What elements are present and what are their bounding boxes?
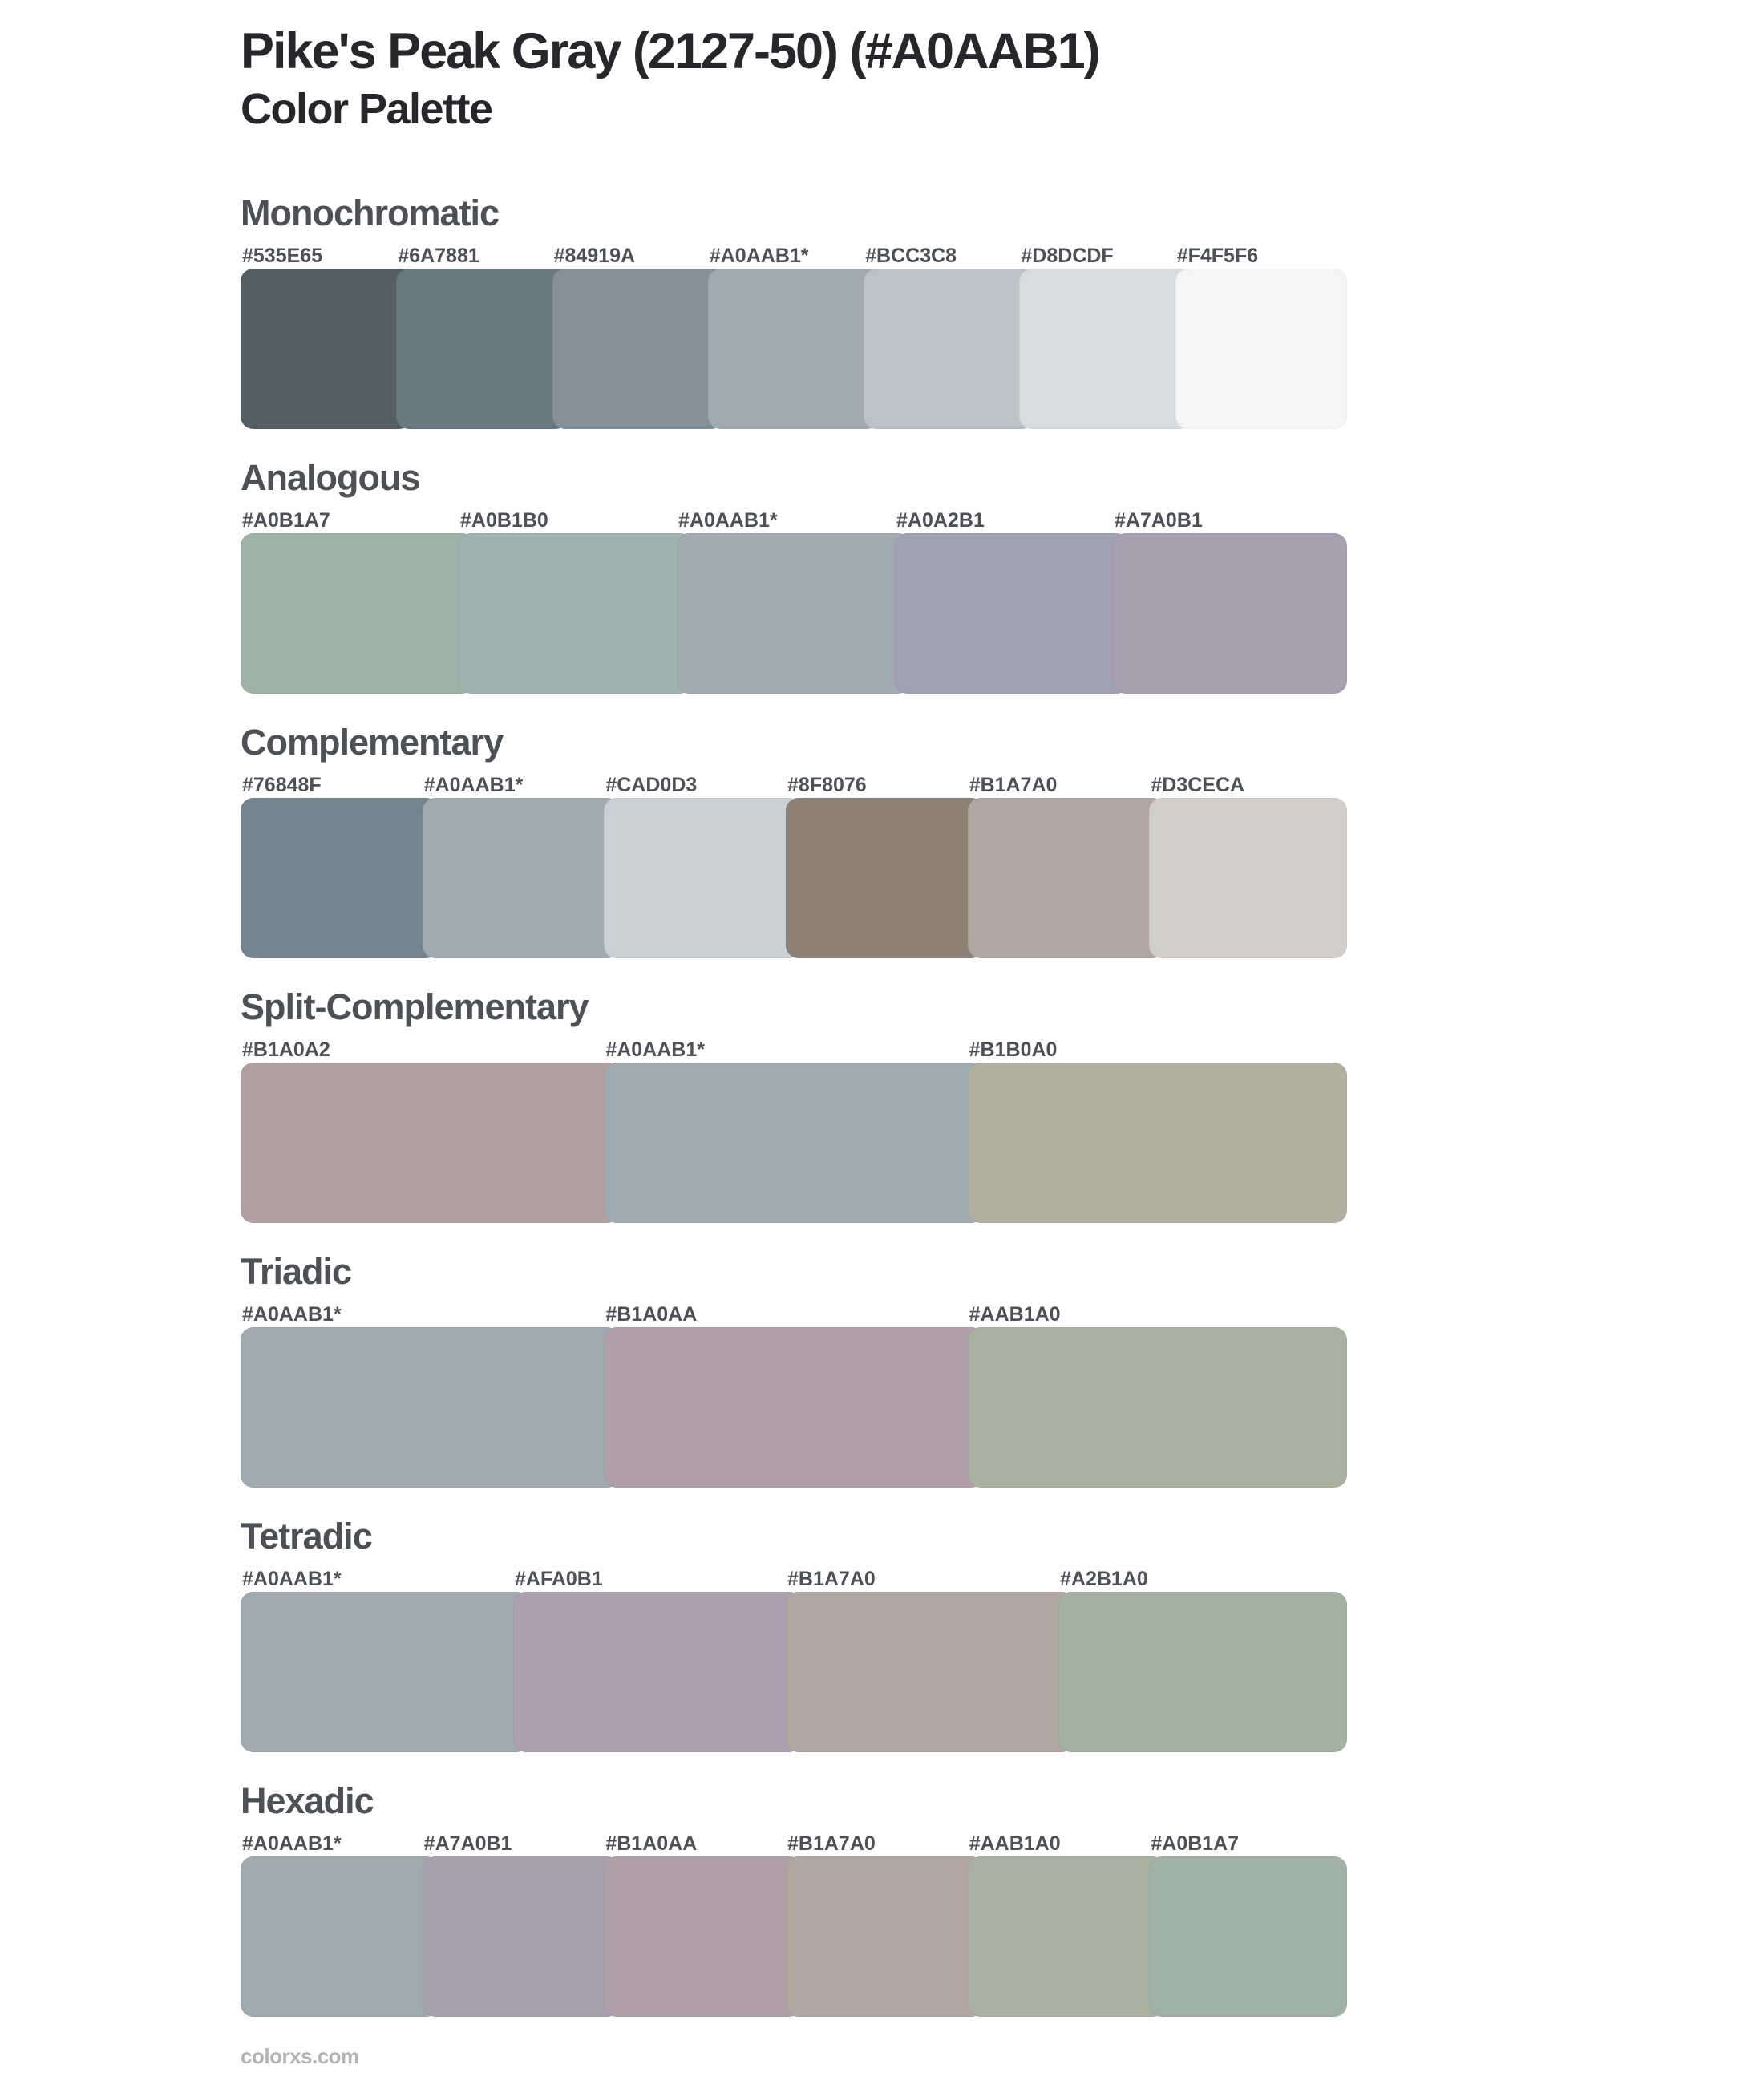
- swatch-hex-label: #AFA0B1: [515, 1568, 603, 1590]
- color-swatch[interactable]: [241, 1063, 620, 1223]
- swatch-hex-label: #A0AAB1*: [605, 1038, 705, 1061]
- swatch-hex-label: #B1A7A0: [787, 1832, 876, 1855]
- swatch-hex-label: #A7A0B1: [1115, 509, 1203, 532]
- swatch-cell: [604, 1038, 983, 1223]
- swatch-hex-label: #8F8076: [787, 774, 867, 796]
- swatch-cell: [968, 1038, 1347, 1223]
- palette-section-split-complementary: [241, 986, 1347, 1223]
- swatch-hex-label: #A0AAB1*: [678, 509, 778, 532]
- swatch-row: [241, 1832, 1347, 2017]
- section-heading: Triadic: [241, 1251, 352, 1292]
- swatch-cell: [241, 1832, 439, 2017]
- swatch-cell: [968, 774, 1166, 958]
- color-swatch[interactable]: [513, 1592, 802, 1752]
- color-swatch[interactable]: [786, 1592, 1074, 1752]
- swatch-cell: [1058, 1568, 1347, 1752]
- swatch-hex-label: #B1A7A0: [969, 774, 1058, 796]
- swatch-hex-label: #CAD0D3: [605, 774, 698, 796]
- swatch-hex-label: #76848F: [242, 774, 322, 796]
- color-swatch[interactable]: [968, 798, 1166, 958]
- section-heading: Hexadic: [241, 1780, 374, 1821]
- color-swatch[interactable]: [423, 1856, 621, 2017]
- swatch-hex-label: #B1B0A0: [969, 1038, 1058, 1061]
- color-swatch[interactable]: [1175, 269, 1347, 429]
- swatch-hex-label: #D8DCDF: [1021, 245, 1114, 267]
- color-swatch[interactable]: [459, 533, 693, 694]
- swatch-hex-label: #A0AAB1*: [423, 774, 524, 796]
- color-swatch[interactable]: [786, 798, 984, 958]
- swatch-hex-label: #84919A: [553, 245, 636, 267]
- swatch-cell: [241, 1303, 620, 1488]
- swatch-hex-label: #A2B1A0: [1060, 1568, 1148, 1590]
- section-heading: Analogous: [241, 457, 420, 498]
- swatch-cell: [396, 245, 568, 429]
- color-swatch[interactable]: [1149, 798, 1347, 958]
- swatch-cell: [864, 245, 1035, 429]
- swatch-hex-label: #A0AAB1*: [242, 1568, 342, 1590]
- palette-section-analogous: [241, 456, 1347, 694]
- color-swatch[interactable]: [708, 269, 880, 429]
- swatch-cell: [1019, 245, 1191, 429]
- color-swatch[interactable]: [604, 1856, 802, 2017]
- color-swatch[interactable]: [604, 798, 802, 958]
- color-swatch[interactable]: [968, 1327, 1347, 1488]
- swatch-cell: [895, 509, 1129, 694]
- color-swatch[interactable]: [864, 269, 1035, 429]
- swatch-row: [241, 245, 1347, 429]
- swatch-cell: [459, 509, 693, 694]
- palette-section-triadic: [241, 1250, 1347, 1488]
- swatch-cell: [968, 1303, 1347, 1488]
- swatch-hex-label: #A0AAB1*: [242, 1303, 342, 1326]
- swatch-hex-label: #A0B1B0: [460, 509, 548, 532]
- page-content: [241, 0, 1347, 2068]
- section-heading: Complementary: [241, 722, 504, 763]
- footer-site-link[interactable]: colorxs.com: [241, 2044, 359, 2068]
- color-swatch[interactable]: [968, 1856, 1166, 2017]
- color-swatch[interactable]: [604, 1063, 983, 1223]
- swatch-cell: [1113, 509, 1347, 694]
- page-subtitle: Color Palette: [241, 85, 492, 133]
- color-swatch[interactable]: [423, 798, 621, 958]
- swatch-cell: [241, 1038, 620, 1223]
- swatch-cell: [423, 1832, 621, 2017]
- swatch-cell: [604, 1832, 802, 2017]
- swatch-hex-label: #D3CECA: [1151, 774, 1245, 796]
- palette-section-hexadic: [241, 1779, 1347, 2017]
- swatch-cell: [1149, 1832, 1347, 2017]
- swatch-hex-label: #A0B1A7: [242, 509, 330, 532]
- palette-section-tetradic: [241, 1515, 1347, 1752]
- swatch-hex-label: #535E65: [242, 245, 323, 267]
- swatch-hex-label: #B1A0AA: [605, 1832, 698, 1855]
- color-swatch[interactable]: [1019, 269, 1191, 429]
- swatch-hex-label: #A0A2B1: [896, 509, 985, 532]
- color-swatch[interactable]: [241, 1592, 529, 1752]
- color-swatch[interactable]: [241, 798, 439, 958]
- color-swatch[interactable]: [1149, 1856, 1347, 2017]
- swatch-hex-label: #A0AAB1*: [242, 1832, 342, 1855]
- swatch-row: [241, 774, 1347, 958]
- color-swatch[interactable]: [241, 1327, 620, 1488]
- swatch-row: [241, 1303, 1347, 1488]
- color-swatch[interactable]: [677, 533, 911, 694]
- swatch-cell: [604, 1303, 983, 1488]
- swatch-cell: [786, 1832, 984, 2017]
- swatch-hex-label: #A0B1A7: [1151, 1832, 1240, 1855]
- color-swatch[interactable]: [396, 269, 568, 429]
- swatch-cell: [241, 509, 475, 694]
- swatch-row: [241, 1038, 1347, 1223]
- section-heading: Split-Complementary: [241, 986, 589, 1027]
- swatch-cell: [677, 509, 911, 694]
- swatch-cell: [241, 245, 412, 429]
- swatch-hex-label: #B1A0AA: [605, 1303, 698, 1326]
- swatch-hex-label: #A7A0B1: [423, 1832, 512, 1855]
- swatch-cell: [786, 774, 984, 958]
- swatch-cell: [604, 774, 802, 958]
- color-swatch[interactable]: [552, 269, 724, 429]
- color-swatch[interactable]: [895, 533, 1129, 694]
- swatch-row: [241, 1568, 1347, 1752]
- swatch-cell: [708, 245, 880, 429]
- swatch-hex-label: #B1A7A0: [787, 1568, 876, 1590]
- section-heading: Tetradic: [241, 1516, 372, 1557]
- swatch-cell: [1175, 245, 1347, 429]
- palette-sections: [241, 192, 1347, 2017]
- swatch-cell: [1149, 774, 1347, 958]
- color-swatch[interactable]: [1113, 533, 1347, 694]
- color-swatch[interactable]: [604, 1327, 983, 1488]
- section-heading: Monochromatic: [241, 192, 500, 233]
- palette-section-complementary: [241, 721, 1347, 958]
- color-swatch[interactable]: [786, 1856, 984, 2017]
- color-swatch[interactable]: [241, 269, 412, 429]
- swatch-hex-label: #AAB1A0: [969, 1832, 1061, 1855]
- swatch-cell: [423, 774, 621, 958]
- swatch-cell: [241, 774, 439, 958]
- page-title: Pike's Peak Gray (2127-50) (#A0AAB1): [241, 23, 1099, 79]
- palette-section-monochromatic: [241, 192, 1347, 429]
- swatch-hex-label: #F4F5F6: [1176, 245, 1259, 267]
- swatch-hex-label: #6A7881: [398, 245, 479, 267]
- swatch-cell: [786, 1568, 1074, 1752]
- swatch-cell: [241, 1568, 529, 1752]
- color-swatch[interactable]: [1058, 1592, 1347, 1752]
- swatch-cell: [552, 245, 724, 429]
- swatch-hex-label: #BCC3C8: [865, 245, 957, 267]
- swatch-cell: [968, 1832, 1166, 2017]
- swatch-hex-label: #AAB1A0: [969, 1303, 1061, 1326]
- swatch-cell: [513, 1568, 802, 1752]
- color-swatch[interactable]: [241, 1856, 439, 2017]
- swatch-row: [241, 509, 1347, 694]
- color-swatch[interactable]: [241, 533, 475, 694]
- color-swatch[interactable]: [968, 1063, 1347, 1223]
- swatch-hex-label: #B1A0A2: [242, 1038, 330, 1061]
- swatch-hex-label: #A0AAB1*: [709, 245, 809, 267]
